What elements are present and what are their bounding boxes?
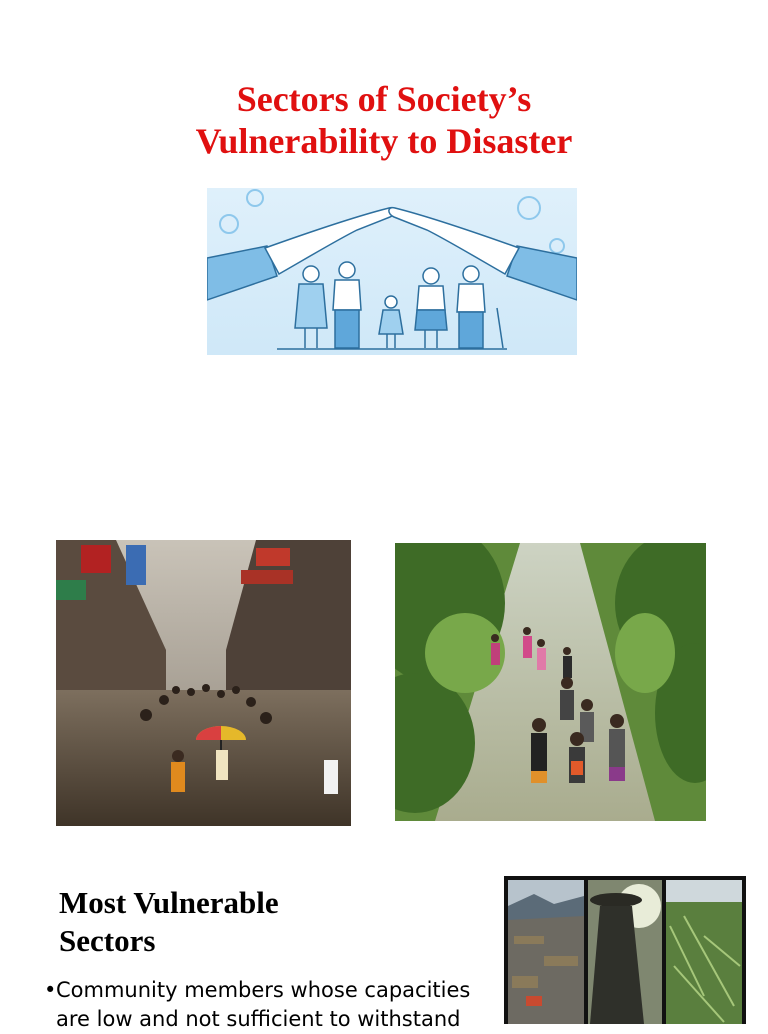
section-heading xyxy=(59,884,359,960)
flooded-street-photo xyxy=(56,540,351,826)
flooded-road-people-wading-photo xyxy=(395,543,706,821)
title-line-2: Vulnerability to Disaster xyxy=(195,121,573,161)
disaster-collage-photo xyxy=(504,876,746,1024)
slide-title xyxy=(0,78,768,162)
protecting-hands-family-icon xyxy=(207,188,577,355)
section-heading-line-2: Sectors xyxy=(59,923,156,958)
section-heading-line-1: Most Vulnerable xyxy=(59,885,279,920)
bullet-item xyxy=(44,976,484,1034)
bullet-marker: • xyxy=(44,978,57,1002)
bullet-text: Community members whose capacities are low and not sufficient to withstand xyxy=(56,978,471,1031)
title-line-1: Sectors of Society’s xyxy=(236,79,532,119)
